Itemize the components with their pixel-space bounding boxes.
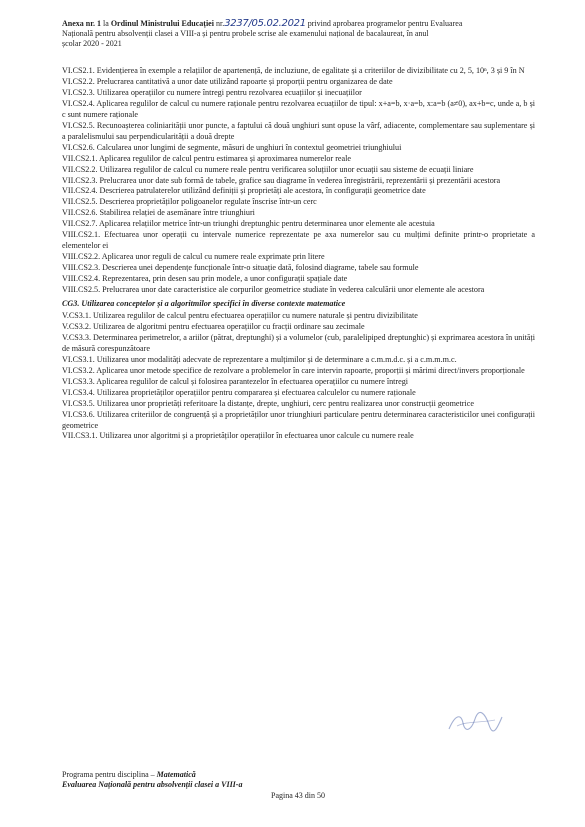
paragraph-vii-cs3-1: VII.CS3.1. Utilizarea unor algoritmi și a proprietăților operațiilor în efectuarea unor calcule cu numere reale [62,431,414,441]
paragraph-v-cs3-1: V.CS3.1. Utilizarea regulilor de calcul pentru efectuarea operațiilor cu numere naturale și pentru divizibilitate [62,310,418,320]
paragraph-v-cs3-3: V.CS3.3. Determinarea perimetrelor, a ariilor (pătrat, dreptunghi) și a volumelor (cub, paralelipiped dreptunghic) și exprimarea acestora în unități de măsură corespunzătoare [62,332,535,353]
paragraph-vii-cs2-2: VII.CS2.2. Utilizarea regulilor de calcul cu numere reale pentru verificarea soluțiilor unor ecuații sau sisteme de ecuații liniare [62,164,474,174]
footer-line-2: Evaluarea Națională pentru absolvenții clasei a VIII-a [62,780,243,789]
paragraph-vii-cs2-5: VII.CS2.5. Descrierea proprietăților poligoanelor regulate înscrise într-un cerc [62,197,317,207]
paragraph-viii-cs2-4: VIII.CS2.4. Reprezentarea, prin desen sau prin modele, a unor configurații spațiale date [62,274,348,284]
paragraph-vi-cs2-1: VI.CS2.1. Evidențierea în exemple a relațiilor de apartenență, de incluziune, de egalitate și a criteriilor de divizibilitate cu 2, 5, 10ⁿ, 3 și 9 în N [62,66,525,75]
header-line-1: Anexa nr. 1 la Ordinul Ministrului Educației nr.3237/05.02.2021 privind aprobarea programelor pentru Evaluarea [62,18,463,29]
paragraph-vi-cs2-3: VI.CS2.3. Utilizarea operațiilor cu numere întregi pentru rezolvarea ecuațiilor și inecuațiilor [62,87,362,97]
paragraph-viii-cs2-1: VIII.CS2.1. Efectuarea unor operații cu intervale numerice reprezentate pe axa numerelor sau cu mulțimi definite printr-o proprietate a elementelor ei [62,230,535,251]
paragraph-vi-cs3-4: VI.CS3.4. Utilizarea proprietăților operațiilor pentru compararea și efectuarea calculelor cu numere raționale [62,387,416,397]
paragraph-vii-cs2-1: VII.CS2.1. Aplicarea regulilor de calcul pentru estimarea și aproximarea numerelor reale [62,153,351,163]
paragraph-v-cs3-2: V.CS3.2. Utilizarea de algoritmi pentru efectuarea operațiilor cu fracții ordinare sau zecimale [62,321,365,331]
paragraph-vi-cs3-3: VI.CS3.3. Aplicarea regulilor de calcul și folosirea parantezelor în efectuarea operațiilor cu numere întregi [62,376,409,386]
order-number: 3237/05.02.2021 [224,18,306,29]
header-line-2: Națională pentru absolvenții clasei a VIII-a și pentru probele scrise ale examenului național de bacalaureat, în anul [62,29,429,39]
paragraph-viii-cs2-3: VIII.CS2.3. Descrierea unei dependențe funcționale într-o situație dată, folosind diagrame, tabele sau formule [62,263,419,273]
paragraph-viii-cs2-2: VIII.CS2.2. Aplicarea unor reguli de calcul cu numere reale exprimate prin litere [62,252,325,262]
handwritten-signature [445,709,505,735]
paragraph-vi-cs3-1: VI.CS3.1. Utilizarea unor modalități adecvate de reprezentare a mulțimilor și de determinare a c.m.m.d.c. și a c.m.m.m.c. [62,354,457,364]
paragraph-vi-cs3-6: VI.CS3.6. Utilizarea criteriilor de congruență și a proprietăților unor triunghiuri particulare pentru determinarea caracteristicilor unei configurații geometrice [62,409,535,430]
paragraph-vi-cs2-4: VI.CS2.4. Aplicarea regulilor de calcul cu numere raționale pentru rezolvarea ecuațiilor de tipul: x+a=b, x·a=b, x:a=b (a≠0), ax+b=c, unde a, b și c sunt numere raționale [62,98,535,119]
document-body [62,66,535,442]
paragraph-vi-cs2-5: VI.CS2.5. Recunoașterea coliniarității unor puncte, a faptului că două unghiuri sunt opuse la vârf, adiacente, complementare sau suplementare și a paralelismului sau perpendicularității a două drepte [62,120,535,141]
page-number: Pagina 43 din 50 [271,791,325,800]
footer-line-1: Programa pentru disciplina – Matematică [62,770,196,779]
page-header [62,19,534,50]
annex-label: Anexa nr. 1 [62,19,102,28]
header-line-3: școlar 2020 - 2021 [62,39,122,49]
paragraph-vi-cs3-2: VI.CS3.2. Aplicarea unor metode specifice de rezolvare a problemelor în care intervin rapoarte, proporții și mărimi direct/invers proporționale [62,365,525,375]
paragraph-vi-cs3-5: VI.CS3.5. Utilizarea unor proprietăți referitoare la distanțe, drepte, unghiuri, cerc pentru realizarea unor construcții geometrice [62,398,474,408]
paragraph-vii-cs2-7: VII.CS2.7. Aplicarea relațiilor metrice într-un triunghi dreptunghic pentru determinarea unor elemente ale acestuia [62,219,435,229]
subject-name: Matematică [156,770,196,779]
paragraph-vii-cs2-4: VII.CS2.4. Descrierea patrulaterelor utilizând definiții și proprietăți ale acestora, în configurații geometrice date [62,186,426,196]
page-footer [62,770,534,801]
paragraph-vi-cs2-2: VI.CS2.2. Prelucrarea cantitativă a unor date utilizând rapoarte și proporții pentru organizarea de date [62,76,393,86]
paragraph-vii-cs2-6: VII.CS2.6. Stabilirea relației de asemănare între triunghiuri [62,208,255,218]
paragraph-viii-cs2-5: VIII.CS2.5. Prelucrarea unor date caracteristice ale corpurilor geometrice studiate în vederea calculării unor elemente ale acestora [62,285,485,295]
paragraph-vi-cs2-6: VI.CS2.6. Calcularea unor lungimi de segmente, măsuri de unghiuri în contextul geometriei triunghiului [62,142,402,152]
paragraph-vii-cs2-3: VII.CS2.3. Prelucrarea unor date sub formă de tabele, grafice sau diagrame în vederea înregistrării, reprezentării și prezentării acestora [62,175,501,185]
order-label: Ordinul Ministrului Educației [110,19,214,28]
cg3-heading: CG3. Utilizarea conceptelor și a algoritmilor specifici în diverse contexte matematice [62,299,346,309]
